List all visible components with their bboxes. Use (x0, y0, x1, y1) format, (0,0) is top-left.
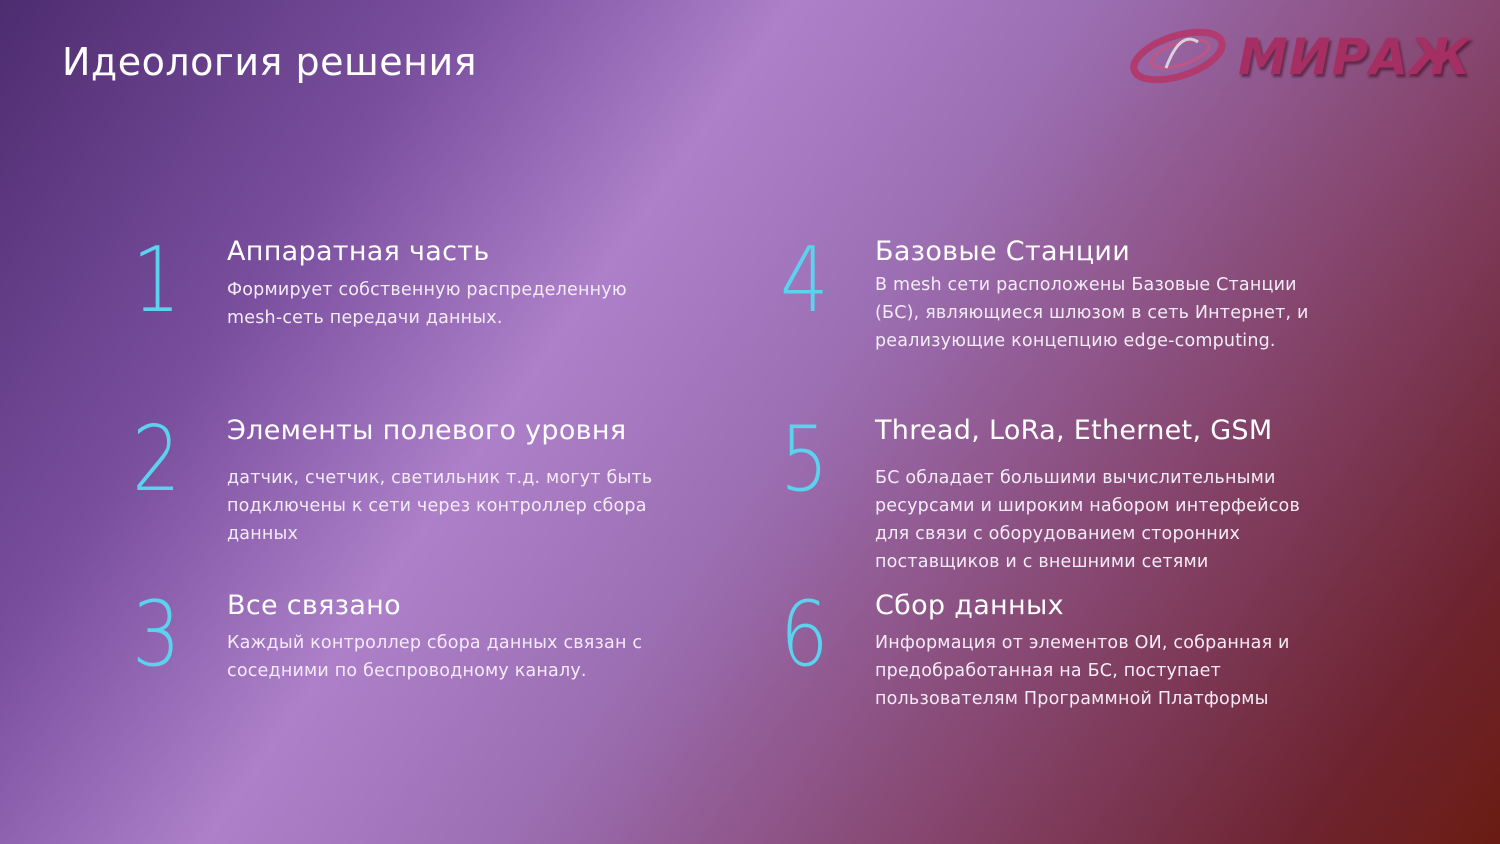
item-number: 5 (780, 407, 829, 512)
item-description-line: поставщиков и с внешними сетями (875, 552, 1209, 572)
item-description (875, 464, 1300, 576)
item-description-line: Каждый контроллер сбора данных связан с (227, 633, 643, 653)
item-description (875, 271, 1309, 355)
logo-text: МИРАЖ (1238, 28, 1472, 86)
item-4 (780, 228, 1400, 366)
item-description (227, 464, 652, 548)
item-number: 6 (780, 582, 829, 687)
item-number: 2 (132, 407, 181, 512)
item-title: Базовые Станции (875, 236, 1131, 267)
item-number: 1 (132, 228, 181, 333)
item-description-line: БС обладает большими вычислительными (875, 468, 1276, 488)
item-description-line: пользователям Программной Платформы (875, 689, 1269, 709)
item-title: Аппаратная часть (227, 236, 490, 267)
item-description (227, 629, 642, 685)
item-description (875, 629, 1290, 713)
item-number: 3 (132, 582, 181, 687)
item-5 (780, 407, 1400, 580)
logo-swirl-icon (1128, 20, 1238, 90)
item-2 (132, 407, 732, 555)
item-description-line: реализующие концепцию edge-computing. (875, 331, 1276, 351)
item-description-line: подключены к сети через контроллер сбора (227, 496, 647, 516)
item-3 (132, 582, 732, 700)
item-title: Элементы полевого уровня (227, 415, 627, 446)
item-title: Все связано (227, 590, 401, 621)
item-description-line: mesh-сеть передачи данных. (227, 308, 503, 328)
item-description (227, 276, 627, 332)
item-description-line: соседними по беспроводному каналу. (227, 661, 587, 681)
item-description-line: для связи с оборудованием сторонних (875, 524, 1241, 544)
slide-title: Идеология решения (62, 40, 478, 84)
item-description-line: (БС), являющиеся шлюзом в сеть Интернет, и (875, 303, 1309, 323)
item-description-line: ресурсами и широким набором интерфейсов (875, 496, 1300, 516)
logo (1128, 20, 1472, 96)
item-title: Сбор данных (875, 590, 1064, 621)
item-number: 4 (780, 228, 829, 333)
item-description-line: В mesh сети расположены Базовые Станции (875, 275, 1297, 295)
item-title: Thread, LoRa, Ethernet, GSM (875, 415, 1273, 446)
item-description-line: датчик, счетчик, светильник т.д. могут быть (227, 468, 653, 488)
item-description-line: предобработанная на БС, поступает (875, 661, 1221, 681)
item-description-line: Формирует собственную распределенную (227, 280, 627, 300)
item-description-line: данных (227, 524, 299, 544)
item-6 (780, 582, 1400, 720)
item-description-line: Информация от элементов ОИ, собранная и (875, 633, 1290, 653)
item-1 (132, 228, 732, 346)
